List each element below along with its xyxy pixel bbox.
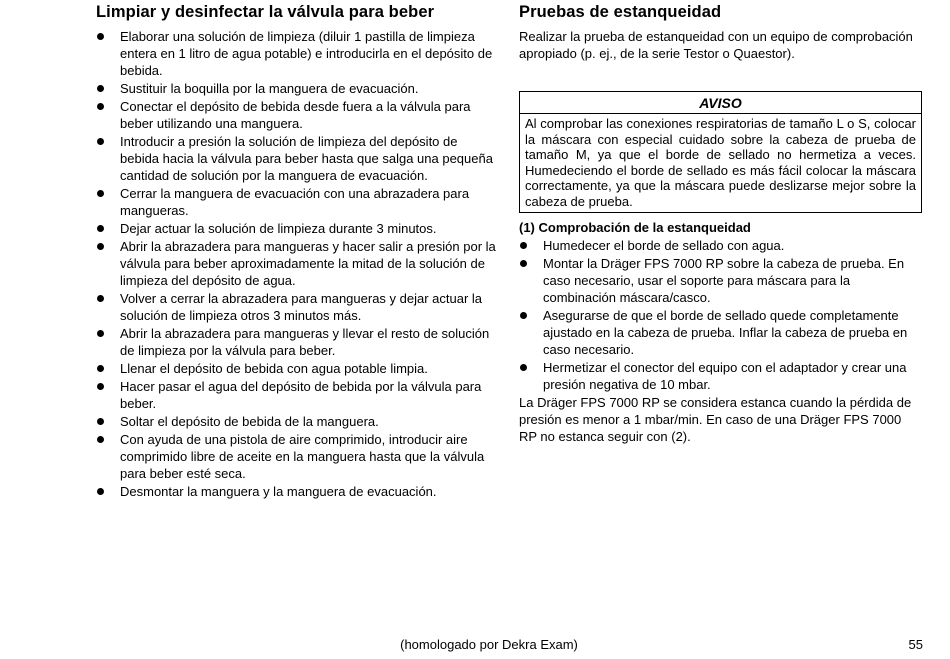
list-item: Sustituir la boquilla por la manguera de evacuación. <box>96 80 500 97</box>
list-item: Montar la Dräger FPS 7000 RP sobre la cabeza de prueba. En caso necesario, usar el soporte para máscara para la combinación máscara/casco. <box>519 255 922 306</box>
section-heading-leak-test: Pruebas de estanqueidad <box>519 3 722 21</box>
intro-paragraph: Realizar la prueba de estanqueidad con un equipo de comprobación apropiado (p. ej., de la serie Testor o Quaestor). <box>519 29 913 61</box>
closing-paragraph: La Dräger FPS 7000 RP se considera estanca cuando la pérdida de presión es menor a 1 mbar/min. En caso de una Dräger FPS 7000 RP no estanca seguir con (2). <box>519 395 912 444</box>
notice-box <box>519 91 922 213</box>
page-number: 55 <box>908 637 923 652</box>
list-item: Humedecer el borde de sellado con agua. <box>519 237 922 254</box>
list-item: Volver a cerrar la abrazadera para mangueras y dejar actuar la solución de limpieza otros 3 minutos más. <box>96 290 500 324</box>
left-column <box>96 0 500 501</box>
leak-test-steps-list <box>519 237 922 393</box>
list-item: Soltar el depósito de bebida de la manguera. <box>96 413 500 430</box>
section-heading-cleaning: Limpiar y desinfectar la válvula para beber <box>96 3 435 21</box>
list-item: Asegurarse de que el borde de sellado quede completamente ajustado en la cabeza de prueba. Inflar la cabeza de prueba en caso necesario. <box>519 307 922 358</box>
list-item: Dejar actuar la solución de limpieza durante 3 minutos. <box>96 220 500 237</box>
list-item: Elaborar una solución de limpieza (diluir 1 pastilla de limpieza entera en 1 litro de agua potable) e introducirla en el depósito de bebida. <box>96 28 500 79</box>
list-item: Con ayuda de una pistola de aire comprimido, introducir aire comprimido libre de aceite en la manguera hasta que la válvula para beber esté seca. <box>96 431 500 482</box>
cleaning-steps-list <box>96 28 500 500</box>
list-item: Hermetizar el conector del equipo con el adaptador y crear una presión negativa de 10 mbar. <box>519 359 922 393</box>
subsection-heading: (1) Comprobación de la estanqueidad <box>519 220 751 235</box>
footer-approval-note: (homologado por Dekra Exam) <box>400 637 578 652</box>
notice-title: AVISO <box>520 92 921 114</box>
notice-text: Al comprobar las conexiones respiratorias de tamaño L o S, colocar la máscara con especial cuidado sobre la cabeza de prueba de tamaño M, ya que el borde de sellado no hermetiza a veces. Humedeciendo el borde de sellado es más fácil colocar la máscara correctamente, ya que la máscara puede deslizarse mejor sobre la cabeza de prueba. <box>525 116 916 209</box>
list-item: Introducir a presión la solución de limpieza del depósito de bebida hacia la válvula para beber hasta que salga una pequeña cantidad de solución por la manguera de evacuación. <box>96 133 500 184</box>
list-item: Abrir la abrazadera para mangueras y hacer salir a presión por la válvula para beber aproximadamente la mitad de la solución de limpieza del depósito de agua. <box>96 238 500 289</box>
right-column <box>519 0 922 445</box>
list-item: Hacer pasar el agua del depósito de bebida por la válvula para beber. <box>96 378 500 412</box>
list-item: Llenar el depósito de bebida con agua potable limpia. <box>96 360 500 377</box>
list-item: Abrir la abrazadera para mangueras y llevar el resto de solución de limpieza por la válvula para beber. <box>96 325 500 359</box>
list-item: Desmontar la manguera y la manguera de evacuación. <box>96 483 500 500</box>
list-item: Conectar el depósito de bebida desde fuera a la válvula para beber utilizando una manguera. <box>96 98 500 132</box>
list-item: Cerrar la manguera de evacuación con una abrazadera para mangueras. <box>96 185 500 219</box>
